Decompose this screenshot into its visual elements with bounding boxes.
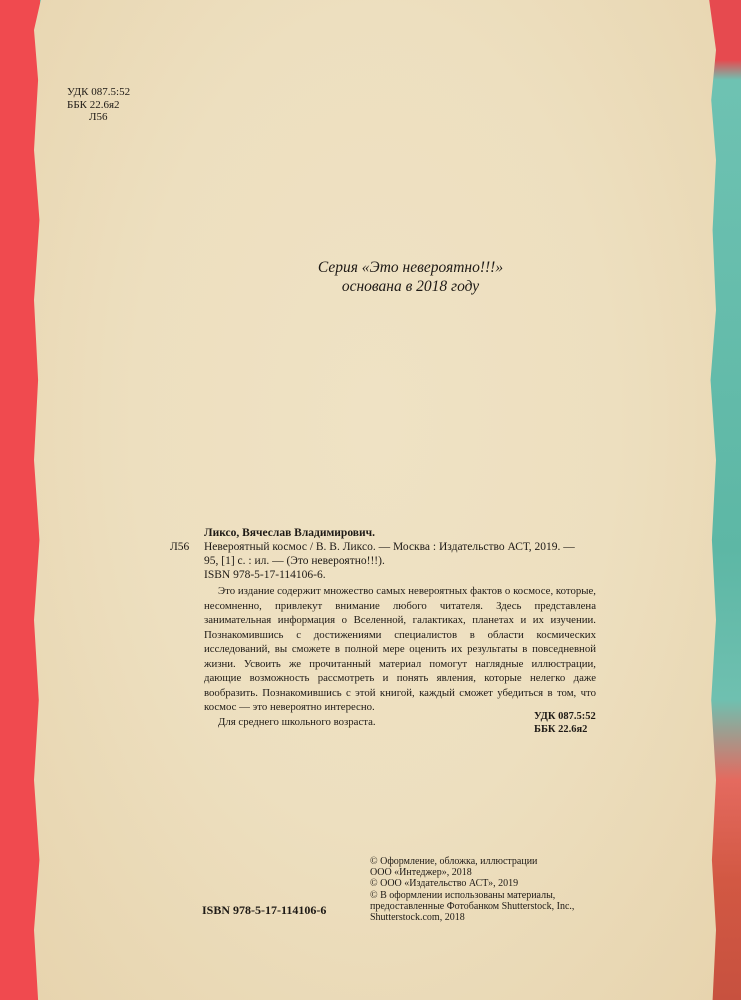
annotation — [170, 584, 596, 729]
copyright-line: Shutterstock.com, 2018 — [370, 912, 465, 924]
bbk-code-right: ББК 22.6я2 — [534, 724, 588, 735]
udk-code-right: УДК 087.5:52 — [534, 711, 596, 722]
copyright-line: ООО «Интеджер», 2018 — [370, 867, 472, 879]
copyright-line: предоставленные Фотобанком Shutterstock, Inc., — [370, 900, 575, 912]
bbk-code: ББК 22.6я2 — [67, 98, 120, 111]
series-note — [0, 258, 741, 296]
copyright-line: © ООО «Издательство АСТ», 2019 — [370, 878, 519, 890]
bibliographic-record — [170, 526, 596, 729]
title-row — [170, 540, 596, 554]
title-line-2: 95, [1] с. : ил. — (Это невероятно!!!). — [204, 555, 385, 567]
author-code: Л56 — [170, 541, 190, 553]
title-line-1: Невероятный космос / В. В. Ликсо. — Москва : Издательство АСТ, 2019. — — [204, 541, 575, 553]
copyright-line: © Оформление, обложка, иллюстрации — [370, 856, 538, 867]
copyright-line: © В оформлении использованы материалы, — [370, 889, 556, 901]
author-heading: Ликсо, Вячеслав Владимирович. — [204, 527, 375, 539]
copyright-block — [370, 856, 610, 923]
udk-code: УДК 087.5:52 — [67, 86, 131, 98]
paper-page — [34, 0, 716, 1000]
isbn-bottom: ISBN 978-5-17-114106-6 — [202, 903, 327, 917]
annotation-text: Это издание содержит множество самых невероятных фактов о космосе, которые, несомненно, привлекут внимание любого читателя. Здесь представлена занимательная информация о Вселенной, галактиках, планетах и их изучении. Познакомившись с достижениями специалистов в области космических исследований, вы сможете в полной мере оценить их результаты в повседневной жизни. Усвоить же прочитанный материал помогут наглядные иллюстрации, дающие возможность рассмотреть и понять явления, которые нелегко даже вообразить. Познакомившись с этой книгой, каждый сможет убедиться в том, что космос — это невероятно интересно. — [204, 585, 596, 713]
audience-text: Для среднего школьного возраста. — [218, 715, 376, 728]
isbn-line: ISBN 978-5-17-114106-6. — [204, 569, 326, 581]
classification-codes-right — [534, 710, 596, 736]
author-mark: Л56 — [67, 111, 108, 123]
series-line-1: Серия «Это невероятно!!!» — [317, 259, 504, 276]
series-line-2: основана в 2018 году — [341, 278, 480, 295]
classification-codes-top — [67, 86, 130, 124]
